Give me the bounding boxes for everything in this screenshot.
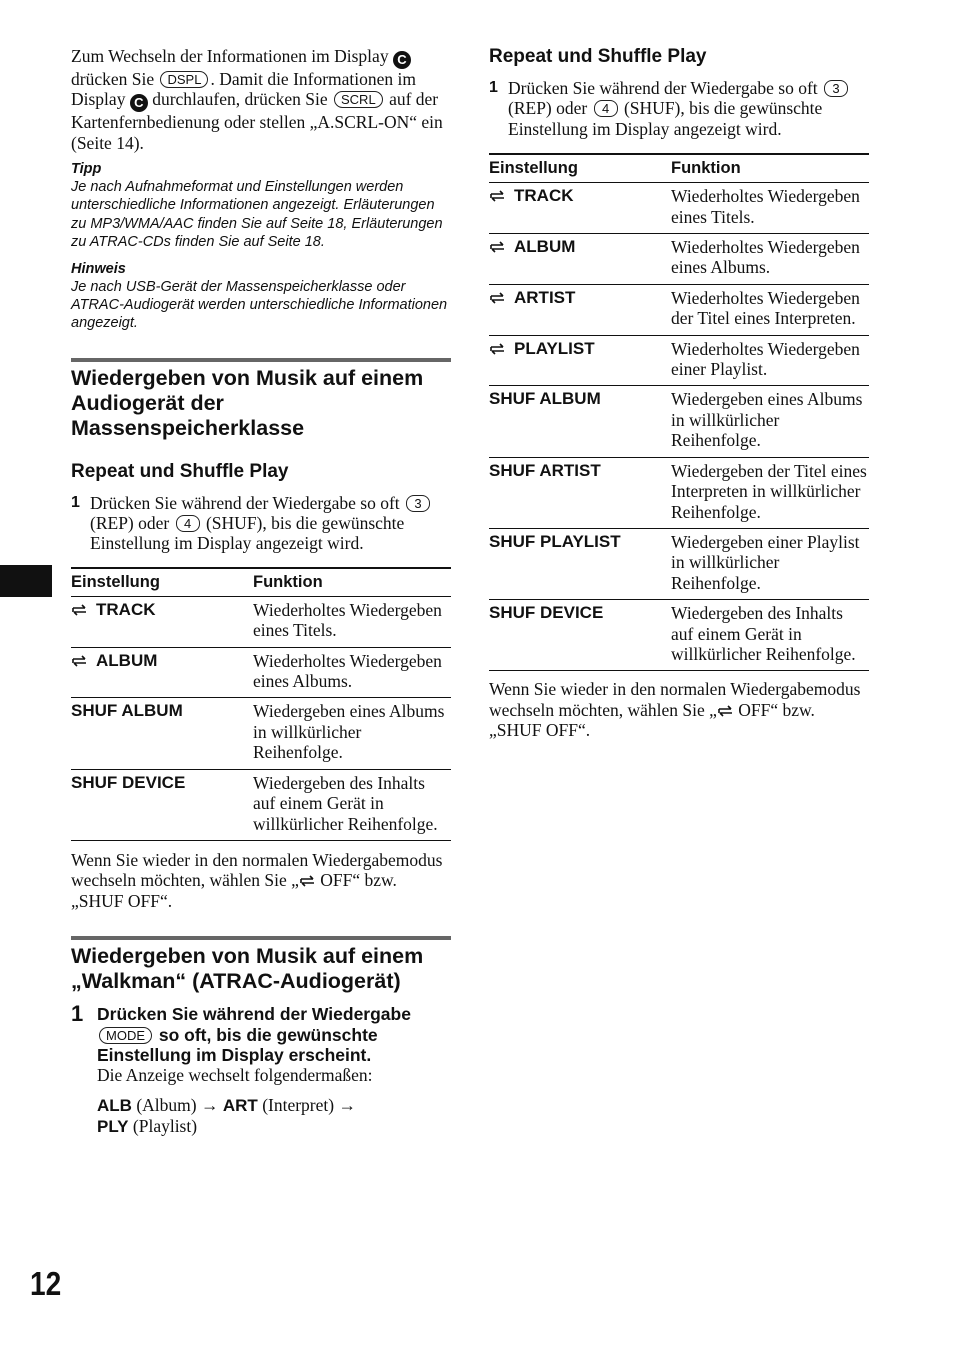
key-4: 4 [594, 100, 618, 117]
table-row [489, 183, 869, 234]
function-cell: Wiederholtes Wiedergeben eines Albums. [671, 234, 869, 285]
function-cell: Wiederholtes Wiedergeben einer Playlist. [671, 335, 869, 386]
tip-text: Je nach Aufnahmeformat und Einstellungen werden unterschiedliche Informationen angezeigt. Erläuterungen zu MP3/WMA/AAC finden Sie auf Seite 18, Erläuterungen zu ATRAC-CDs finden Sie auf Seite 18. [71, 179, 443, 250]
setting-cell: SHUF ARTIST [489, 457, 671, 528]
function-cell: Wiederholtes Wiedergeben eines Titels. [671, 183, 869, 234]
setting-cell: TRACK [489, 183, 671, 234]
header-einstellung: Einstellung [489, 154, 671, 183]
setting-cell: SHUF DEVICE [71, 769, 253, 840]
subsection-title-repeat-shuffle: Repeat und Shuffle Play [489, 46, 707, 67]
mode-key: MODE [99, 1027, 152, 1044]
intro-text-5: auf der Kartenfernbedienung oder stellen „A.SCRL-ON“ ein (Seite 14). [71, 89, 443, 153]
step-number: 1 [71, 493, 80, 511]
table-row [489, 600, 869, 671]
repeat-icon [489, 292, 506, 304]
intro-text-4: durchlaufen, drücken Sie [152, 89, 328, 110]
header-funktion: Funktion [253, 568, 451, 597]
key-3: 3 [824, 80, 848, 97]
function-cell: Wiederholtes Wiedergeben der Titel eines Interpreten. [671, 284, 869, 335]
subsection-title-repeat-shuffle: Repeat und Shuffle Play [71, 460, 289, 482]
header-funktion: Funktion [671, 154, 869, 183]
intro-paragraph [71, 46, 451, 153]
function-cell: Wiederholtes Wiedergeben eines Albums. [253, 647, 451, 698]
walkman-step-1 [71, 1001, 451, 1137]
repeat-icon [71, 604, 88, 616]
repeat-icon [489, 343, 506, 355]
setting-cell: ALBUM [489, 234, 671, 285]
table-row [489, 457, 869, 528]
table-row [489, 284, 869, 335]
arrow-right-icon: → [338, 1094, 356, 1115]
step-1 [71, 493, 451, 554]
function-cell: Wiederholtes Wiedergeben eines Titels. [253, 596, 451, 647]
step-text: Drücken Sie während der Wiedergabe MODE so oft, bis die gewünschte Einstellung im Display erscheint. Die Anzeige wechselt folgendermaßen: ALB (Album) → ART (Interpret) → PLY (Playlist) [97, 1004, 451, 1137]
hint-title: Hinweis [71, 261, 126, 278]
table-row [489, 335, 869, 386]
page-number: 12 [30, 1265, 62, 1302]
repeat-icon [489, 190, 506, 202]
step-text: Drücken Sie während der Wiedergabe so oft 3 (REP) oder 4 (SHUF), bis die gewünschte Einstellung im Display angezeigt wird. [90, 493, 451, 554]
repeat-icon [489, 241, 506, 253]
header-einstellung: Einstellung [71, 568, 253, 597]
left-column [71, 0, 451, 1138]
function-cell: Wiedergeben der Titel eines Interpreten in willkürlicher Reihenfolge. [671, 457, 869, 528]
tip-note [71, 160, 451, 251]
step-text: Drücken Sie während der Wiedergabe so oft 3 (REP) oder 4 (SHUF), bis die gewünschte Einstellung im Display angezeigt wird. [508, 78, 869, 139]
setting-cell: SHUF ALBUM [71, 698, 253, 769]
display-sequence: ALB (Album) → ART (Interpret) → PLY (Playlist) [97, 1094, 356, 1137]
chapter-tab-marker [0, 565, 52, 597]
intro-text-1: Zum Wechseln der Informationen im Display [71, 46, 389, 66]
dspl-key: DSPL [160, 71, 208, 88]
hint-note [71, 260, 451, 333]
right-column [489, 0, 869, 741]
table-row [489, 234, 869, 285]
function-cell: Wiedergeben einer Playlist in willkürlicher Reihenfolge. [671, 528, 869, 599]
step-1 [489, 78, 869, 139]
table-row [489, 528, 869, 599]
key-3: 3 [406, 495, 430, 512]
function-cell: Wiedergeben eines Albums in willkürlicher Reihenfolge. [253, 698, 451, 769]
return-normal-paragraph: Wenn Sie wieder in den normalen Wiedergabemodus wechseln möchten, wählen Sie „ OFF“ bzw. „SHUF OFF“. [489, 679, 861, 741]
section-divider [71, 936, 451, 940]
section-divider [71, 358, 451, 362]
function-cell: Wiedergeben des Inhalts auf einem Gerät in willkürlicher Reihenfolge. [253, 769, 451, 840]
function-cell: Wiedergeben des Inhalts auf einem Gerät in willkürlicher Reihenfolge. [671, 600, 869, 671]
display-c-icon: C [130, 94, 148, 112]
section-title-walkman: Wiedergeben von Musik auf einem „Walkman“ (ATRAC-Audiogerät) [71, 944, 424, 994]
setting-cell: SHUF ALBUM [489, 386, 671, 457]
repeat-icon [717, 705, 734, 717]
setting-cell: SHUF PLAYLIST [489, 528, 671, 599]
setting-cell: PLAYLIST [489, 335, 671, 386]
settings-table-mass-storage [71, 567, 451, 841]
table-row [71, 698, 451, 769]
intro-text-3: . Damit die Informationen im Display [71, 69, 417, 110]
hint-text: Je nach USB-Gerät der Massenspeicherklasse oder ATRAC-Audiogerät werden unterschiedliche Informationen angezeigt. [71, 279, 448, 332]
step-number: 1 [489, 79, 498, 96]
section-title-mass-storage: Wiedergeben von Musik auf einem Audiogerät der Massenspeicherklasse [71, 365, 424, 440]
step-number: 1 [71, 1001, 84, 1027]
return-normal-paragraph: Wenn Sie wieder in den normalen Wiedergabemodus wechseln möchten, wählen Sie „ OFF“ bzw. „SHUF OFF“. [71, 849, 443, 911]
setting-cell: TRACK [71, 596, 253, 647]
arrow-right-icon: → [200, 1094, 219, 1115]
table-row [71, 596, 451, 647]
tip-title: Tipp [71, 161, 102, 178]
repeat-icon [71, 655, 88, 667]
key-4: 4 [176, 515, 200, 532]
display-c-icon: C [393, 51, 411, 69]
setting-cell: ARTIST [489, 284, 671, 335]
function-cell: Wiedergeben eines Albums in willkürlicher Reihenfolge. [671, 386, 869, 457]
table-row [71, 647, 451, 698]
setting-cell: SHUF DEVICE [489, 600, 671, 671]
display-change-note: Die Anzeige wechselt folgendermaßen: [97, 1065, 373, 1086]
table-header-row [489, 154, 869, 183]
table-header-row [71, 568, 451, 597]
repeat-icon [299, 875, 316, 887]
intro-text-2: drücken Sie [71, 69, 155, 89]
table-row [71, 769, 451, 840]
settings-table-walkman [489, 153, 869, 671]
scrl-key: SCRL [334, 91, 383, 108]
table-row [489, 386, 869, 457]
setting-cell: ALBUM [71, 647, 253, 698]
